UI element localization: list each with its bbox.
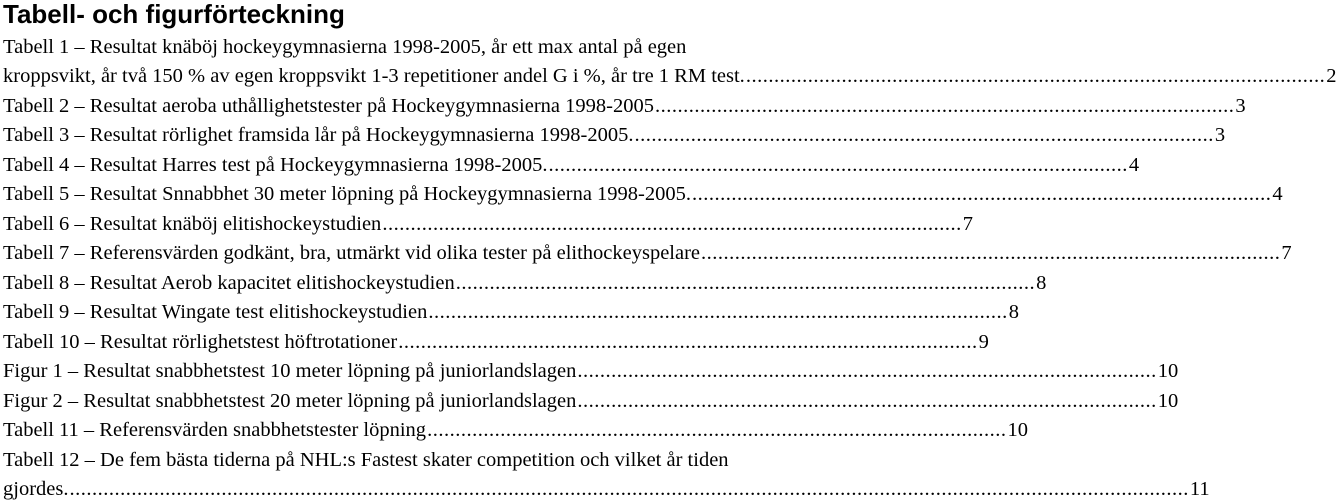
- toc-entry-7[interactable]: [3, 238, 1292, 268]
- toc-entry-2[interactable]: [3, 91, 1246, 121]
- toc-entry-14-line-1: Tabell 12 – De fem bästa tiderna på NHL:s Fastest skater competition och vilket år tiden: [3, 449, 729, 471]
- toc-entry-page: 8: [1036, 272, 1047, 294]
- toc-entry-page: 4: [1128, 154, 1140, 176]
- toc-entry-title: Tabell 4 – Resultat Harres test på Hockeygymnasierna 1998-2005.: [3, 154, 548, 176]
- dot-leader: .......................................................................................................: [692, 183, 1272, 205]
- toc-entry-page: 7: [962, 213, 973, 235]
- dot-leader: .......................................................................................................: [577, 390, 1157, 412]
- dot-leader: .......................................................................................................: [428, 301, 1008, 323]
- dot-leader: .......................................................................................................................................................................................................: [69, 478, 1189, 500]
- toc-entry-11[interactable]: [3, 356, 1179, 386]
- toc-entry-page: 3: [1214, 124, 1226, 146]
- toc-entry-title: Tabell 6 – Resultat knäböj elitishockeystudien: [3, 213, 382, 235]
- dot-leader: .......................................................................................................: [634, 124, 1214, 146]
- dot-leader: .......................................................................................................: [398, 331, 978, 353]
- toc-entry-title: kroppsvikt, år två 150 % av egen kroppsvikt 1-3 repetitioner andel G i %, år tre 1 RM test.: [3, 65, 745, 87]
- toc-entry-8[interactable]: [3, 268, 1047, 298]
- toc-entry-4[interactable]: [3, 150, 1140, 180]
- toc-entry-title: Figur 1 – Resultat snabbhetstest 10 meter löpning på juniorlandslagen: [3, 360, 577, 382]
- toc-entry-title: Tabell 7 – Referensvärden godkänt, bra, utmärkt vid olika tester på elithockeyspelare: [3, 242, 701, 264]
- toc-entry-page: 2: [1326, 65, 1336, 87]
- toc-entry-1[interactable]: [3, 61, 1336, 91]
- toc-entry-page: 10: [1157, 360, 1179, 382]
- dot-leader: .......................................................................................................: [548, 154, 1128, 176]
- toc-entry-page: 11: [1189, 478, 1210, 500]
- toc-entry-title: Tabell 9 – Resultat Wingate test elitishockeystudien: [3, 301, 428, 323]
- dot-leader: .......................................................................................................: [745, 65, 1326, 87]
- toc-entry-title: Tabell 11 – Referensvärden snabbhetstester löpning: [3, 419, 427, 441]
- dot-leader: .......................................................................................................: [427, 419, 1007, 441]
- toc-entry-10[interactable]: [3, 327, 989, 357]
- toc-entry-title: Tabell 3 – Resultat rörlighet framsida lår på Hockeygymnasierna 1998-2005.: [3, 124, 634, 146]
- toc-entry-1-line-1: Tabell 1 – Resultat knäböj hockeygymnasierna 1998-2005, år ett max antal på egen: [3, 36, 687, 58]
- toc-entry-6[interactable]: [3, 209, 973, 239]
- toc-entry-page: 9: [978, 331, 989, 353]
- toc-entry-title: Tabell 8 – Resultat Aerob kapacitet elitishockeystudien: [3, 272, 455, 294]
- toc-entry-title: Figur 2 – Resultat snabbhetstest 20 meter löpning på juniorlandslagen: [3, 390, 577, 412]
- dot-leader: .......................................................................................................: [654, 95, 1235, 117]
- dot-leader: .......................................................................................................: [382, 213, 962, 235]
- toc-entry-3[interactable]: [3, 120, 1226, 150]
- toc-entry-title: Tabell 5 – Resultat Snnabbhet 30 meter löpning på Hockeygymnasierna 1998-2005.: [3, 183, 692, 205]
- toc-heading: Tabell- och figurförteckning: [3, 0, 345, 29]
- toc-entry-title: Tabell 2 – Resultat aeroba uthållighetstester på Hockeygymnasierna 1998-2005: [3, 95, 654, 117]
- toc-entry-title: gjordes.: [3, 478, 69, 500]
- toc-entry-page: 10: [1157, 390, 1179, 412]
- toc-entry-page: 10: [1007, 419, 1028, 441]
- dot-leader: .......................................................................................................: [701, 242, 1281, 264]
- toc-entry-14[interactable]: [3, 474, 1210, 504]
- toc-entry-13[interactable]: [3, 415, 1028, 445]
- toc-entry-page: 3: [1235, 95, 1246, 117]
- dot-leader: .......................................................................................................: [577, 360, 1157, 382]
- toc-entry-page: 4: [1272, 183, 1283, 205]
- dot-leader: .......................................................................................................: [455, 272, 1036, 294]
- toc-entry-page: 7: [1281, 242, 1292, 264]
- toc-entry-12[interactable]: [3, 386, 1179, 416]
- toc-entry-page: 8: [1008, 301, 1019, 323]
- toc-entry-5[interactable]: [3, 179, 1283, 209]
- toc-entry-title: Tabell 10 – Resultat rörlighetstest höftrotationer: [3, 331, 398, 353]
- toc-entry-9[interactable]: [3, 297, 1019, 327]
